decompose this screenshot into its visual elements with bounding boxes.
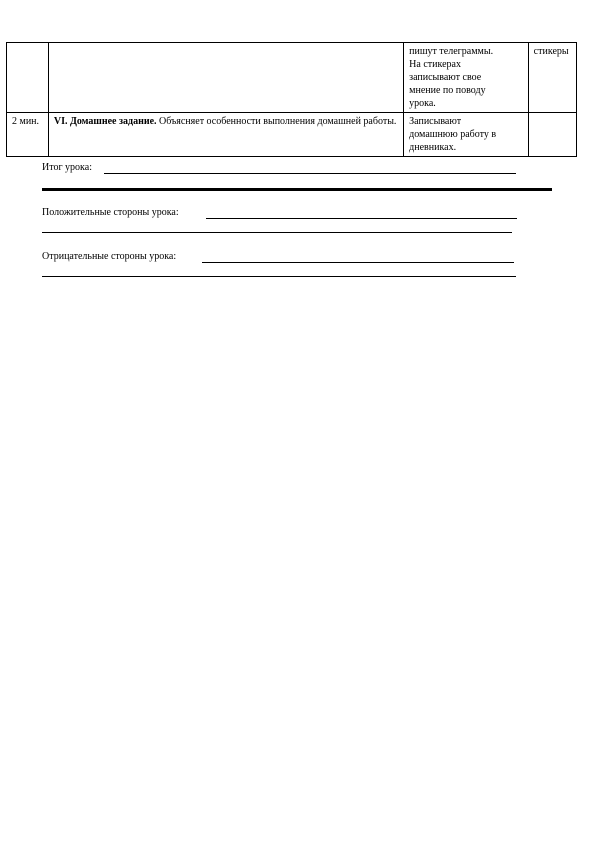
table-row bbox=[7, 113, 577, 157]
positive-aspects-label: Положительные стороны урока: bbox=[42, 207, 179, 218]
stage-cell bbox=[48, 113, 403, 157]
time-cell bbox=[7, 43, 49, 113]
positive-aspects-line bbox=[206, 218, 517, 219]
lesson-result-line bbox=[104, 173, 516, 174]
table-row bbox=[7, 43, 577, 113]
negative-aspects-line bbox=[202, 262, 514, 263]
student-activity-cell: пишут телеграммы. На стикерах записывают свое мнение по поводу урока. bbox=[404, 43, 529, 113]
time-cell: 2 мин. bbox=[7, 113, 49, 157]
stage-cell bbox=[48, 43, 403, 113]
stage-title: VI. Домашнее задание. bbox=[53, 116, 157, 127]
negative-aspects-label: Отрицательные стороны урока: bbox=[42, 251, 177, 262]
lesson-plan-table bbox=[6, 42, 577, 157]
positive-aspects-line-2 bbox=[42, 232, 512, 233]
stage-description: Объясняет особенности выполнения домашней работы. bbox=[159, 116, 397, 127]
negative-aspects-line-2 bbox=[42, 276, 516, 277]
resources-cell: стикеры bbox=[528, 43, 576, 113]
separator-rule bbox=[42, 188, 552, 191]
lesson-result-label: Итог урока: bbox=[42, 162, 92, 173]
resources-cell bbox=[528, 113, 576, 157]
student-activity-cell: Записывают домашнюю работу в дневниках. bbox=[404, 113, 529, 157]
